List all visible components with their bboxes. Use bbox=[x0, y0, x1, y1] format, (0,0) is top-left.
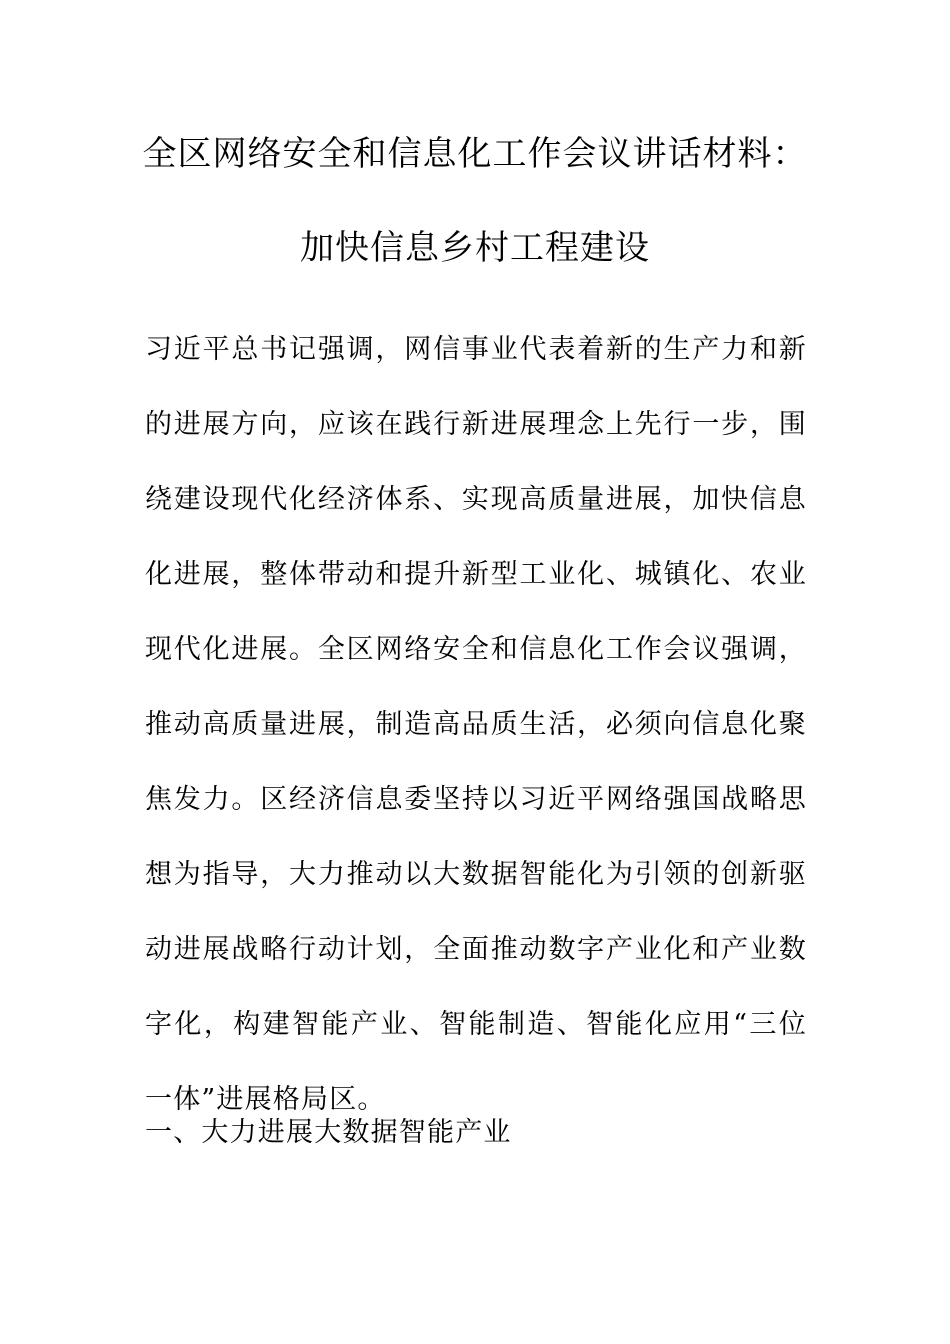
document-title-line-2: 加快信息乡村工程建设 bbox=[300, 228, 650, 268]
document-title-line-1: 全区网络安全和信息化工作会议讲话材料： bbox=[142, 134, 808, 174]
body-paragraph: 习近平总书记强调，网信事业代表着新的生产力和新的进展方向，应该在践行新进展理念上先行一步，围绕建设现代化经济体系、实现高质量进展，加快信息化进展，整体带动和提升新型工业化、城镇化、农业现代化进展。全区网络安全和信息化工作会议强调，推动高质量进展，制造高品质生活，必须向信息化聚焦发力。区经济信息委坚持以习近平网络强国战略思想为指导，大力推动以大数据智能化为引领的创新驱动进展战略行动计划，全面推动数字产业化和产业数字化，构建智能产业、智能制造、智能化应用“三位一体”进展格局区。 bbox=[145, 334, 807, 1115]
section-heading: 一、大力进展大数据智能产业 bbox=[145, 1117, 512, 1148]
